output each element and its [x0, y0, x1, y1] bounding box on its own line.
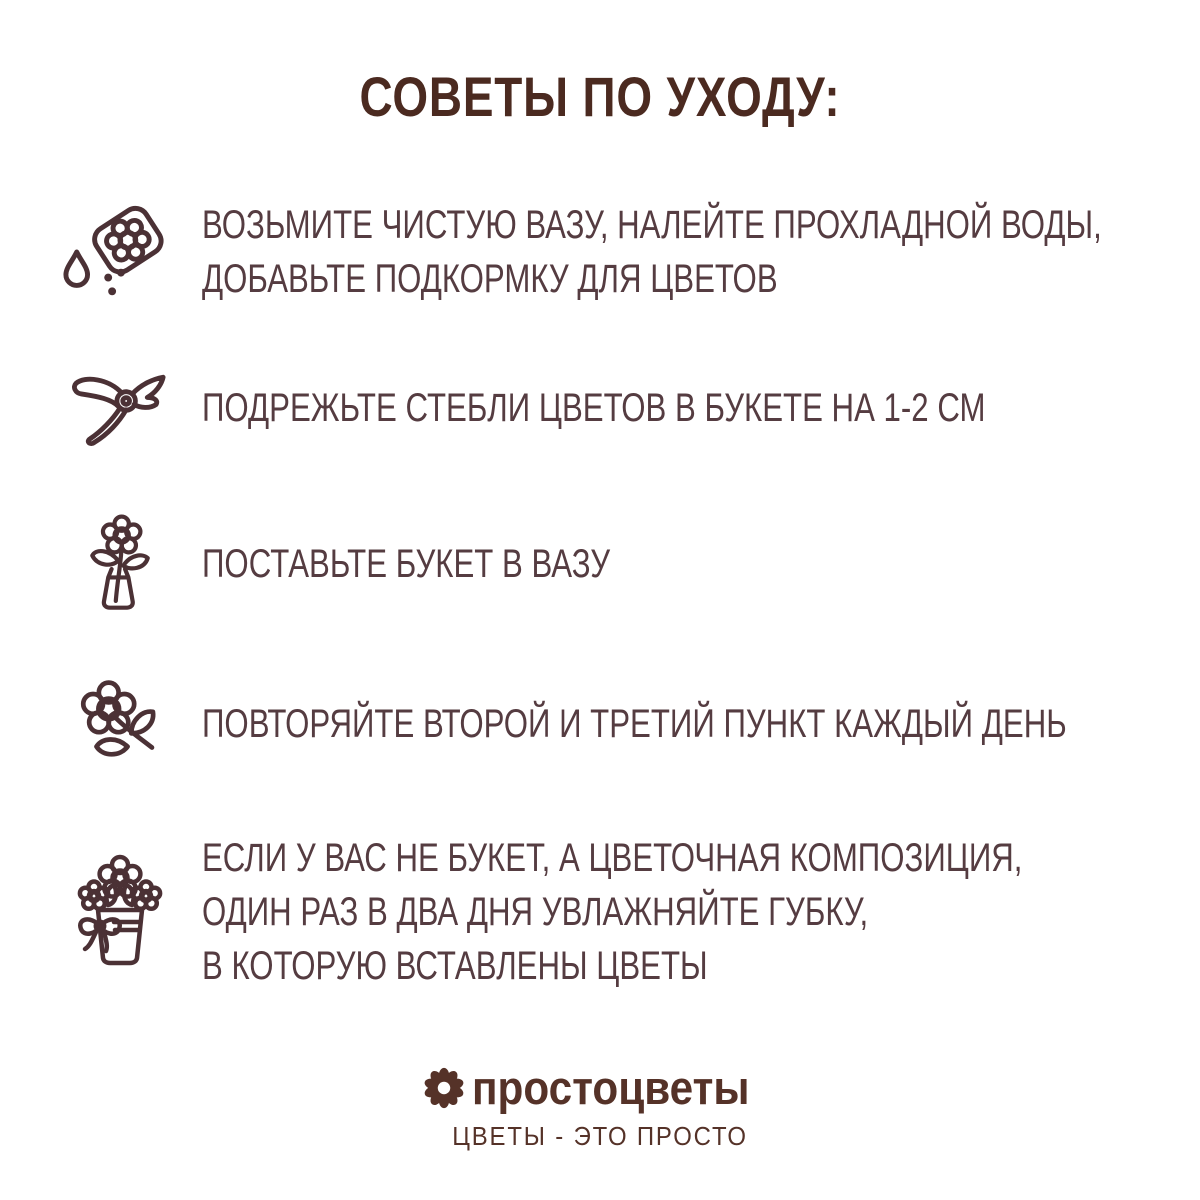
brand-row: [0, 1060, 1200, 1115]
tip-text: [202, 381, 985, 435]
tip-text: [202, 537, 610, 591]
tip-3-icon-slot: [60, 508, 180, 620]
flower-in-vase-icon: [78, 508, 162, 620]
seed-packet-water-drop-icon: [61, 202, 179, 302]
tip-1-icon-slot: [60, 202, 180, 302]
tip-line: В КОТОРУЮ ВСТАВЛЕНЫ ЦВЕТЫ: [202, 944, 708, 988]
tip-line: ВОЗЬМИТЕ ЧИСТУЮ ВАЗУ, НАЛЕЙТЕ ПРОХЛАДНОЙ ВОДЫ,: [202, 203, 1102, 247]
tip-line: ЕСЛИ У ВАС НЕ БУКЕТ, А ЦВЕТОЧНАЯ КОМПОЗИЦИЯ,: [202, 836, 1023, 880]
footer-brand-block: [0, 1060, 1200, 1152]
tip-text: [202, 831, 1022, 993]
tip-line: ПОДРЕЖЬТЕ СТЕБЛИ ЦВЕТОВ В БУКЕТЕ НА 1-2 СМ: [202, 386, 986, 430]
tip-line: ДОБАВЬТЕ ПОДКОРМКУ ДЛЯ ЦВЕТОВ: [202, 257, 778, 301]
tip-4-icon-slot: [60, 677, 180, 771]
tip-text: [202, 198, 1102, 306]
brand-name: простоцветы: [471, 1061, 750, 1114]
tip-2-icon-slot: [60, 364, 180, 452]
tip-row-4: [60, 676, 1200, 772]
tip-row-2: [60, 362, 1200, 454]
tip-line: ОДИН РАЗ В ДВА ДНЯ УВЛАЖНЯЙТЕ ГУБКУ,: [202, 890, 869, 934]
flower-icon: [73, 677, 167, 771]
tip-row-3: [60, 506, 725, 621]
tip-line: ПОСТАВЬТЕ БУКЕТ В ВАЗУ: [202, 541, 611, 586]
brand-tagline: ЦВЕТЫ - ЭТО ПРОСТО: [452, 1121, 748, 1151]
tip-row-5: [60, 836, 1200, 988]
brand-flower-logo-icon: [420, 1064, 468, 1112]
tip-text: [202, 697, 1067, 751]
tip-5-icon-slot: [60, 851, 180, 973]
pruning-shears-icon: [63, 364, 177, 452]
tip-line: ПОВТОРЯЙТЕ ВТОРОЙ И ТРЕТИЙ ПУНКТ КАЖДЫЙ ДЕНЬ: [202, 702, 1067, 746]
tip-row-1: [60, 196, 1200, 308]
page-title: СОВЕТЫ ПО УХОДУ:: [359, 65, 841, 128]
flower-pot-with-bow-icon: [70, 851, 170, 973]
